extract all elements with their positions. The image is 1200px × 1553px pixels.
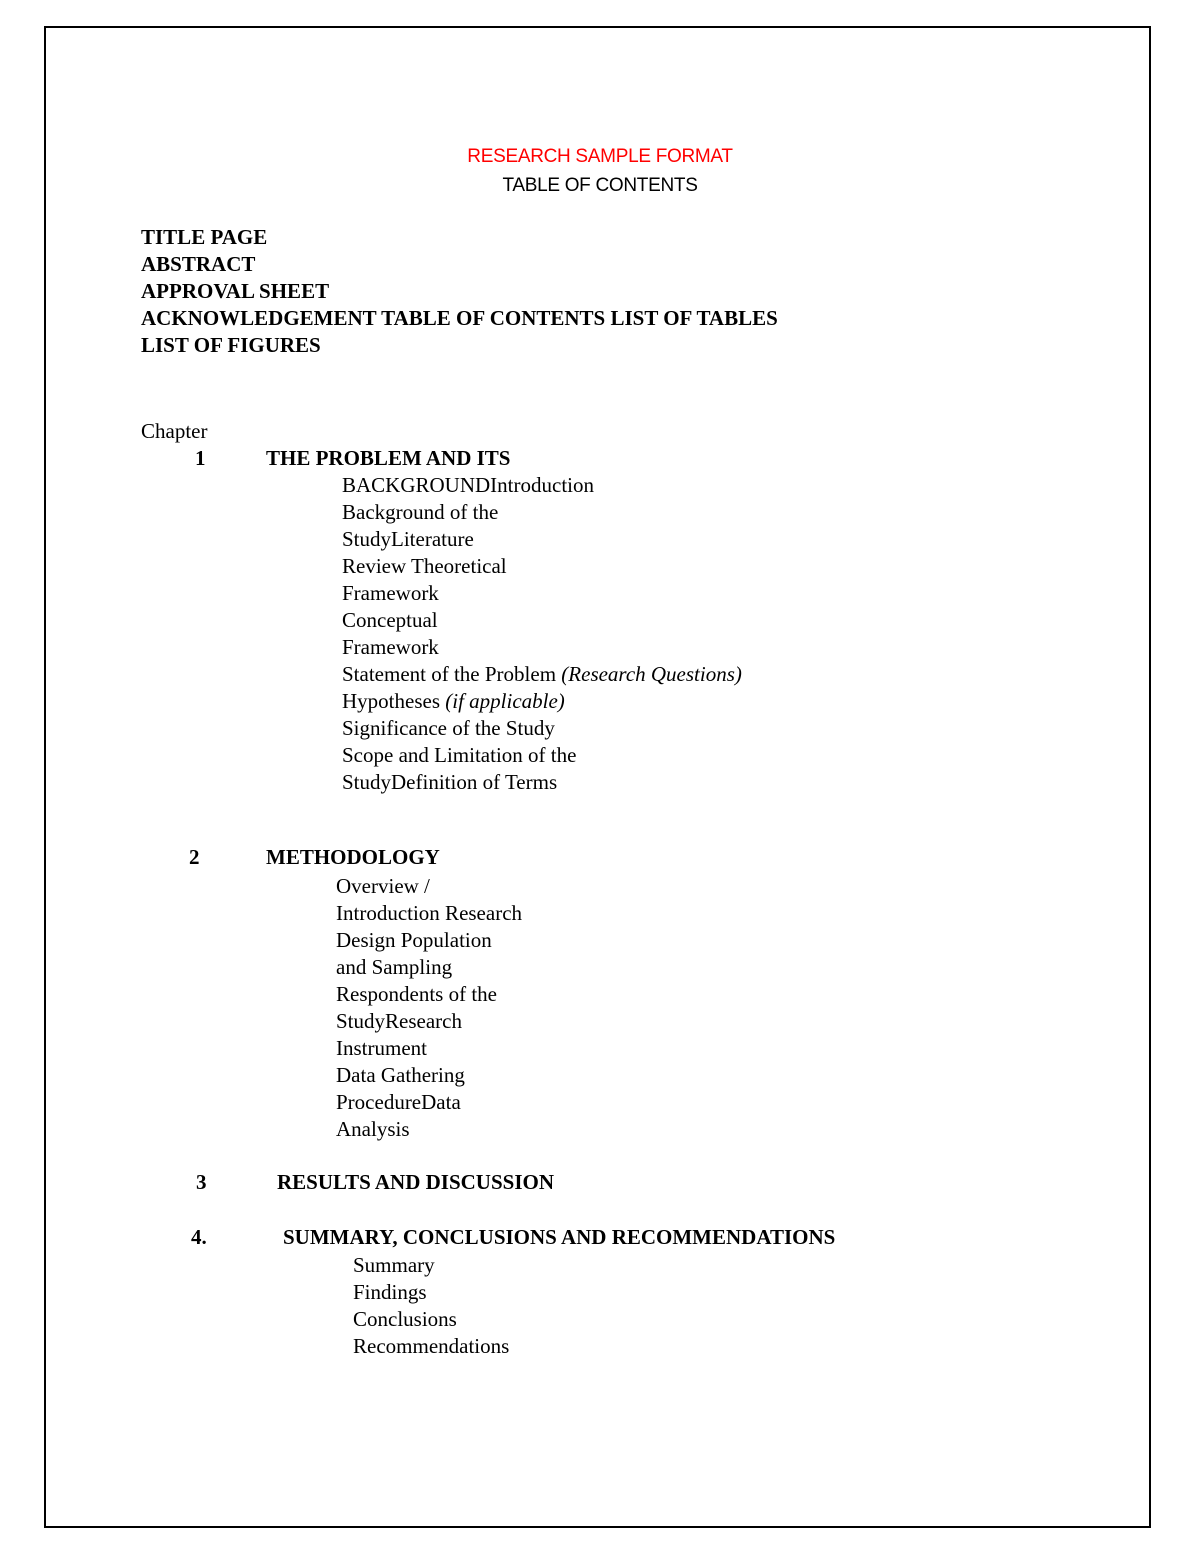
chapter-4-sections [353,1252,509,1360]
chapter-1-sections [342,472,742,796]
section-item: Conclusions [353,1307,457,1331]
chapter-2-sections [336,873,522,1143]
section-item-statement [342,661,742,688]
section-item-hypotheses [342,688,742,715]
section-item: Introduction Research [336,901,523,925]
document-subtitle: TABLE OF CONTENTS [502,175,698,196]
section-item-note: (if applicable) [445,689,565,713]
front-matter-item: ABSTRACT [141,252,256,276]
chapter-2-number: 2 [189,845,200,869]
section-item: Scope and Limitation of the [342,743,577,767]
chapter-4-title: SUMMARY, CONCLUSIONS AND RECOMMENDATIONS [283,1225,836,1249]
section-item: Instrument [336,1036,427,1060]
front-matter-item: ACKNOWLEDGEMENT TABLE OF CONTENTS LIST OF TABLES [141,306,778,330]
section-item: Review Theoretical [342,554,507,578]
section-item: Findings [353,1280,427,1304]
chapter-1-number: 1 [195,446,206,470]
section-item: BACKGROUNDIntroduction [342,473,594,497]
section-item-text: Hypotheses [342,689,440,713]
section-item: ProcedureData [336,1090,461,1114]
chapter-3-number: 3 [196,1170,207,1194]
front-matter-item: APPROVAL SHEET [141,279,330,303]
section-item: Design Population [336,928,492,952]
section-item: Overview / [336,874,430,898]
section-item: Data Gathering [336,1063,465,1087]
chapter-4-number: 4. [191,1225,207,1249]
section-item: StudyLiterature [342,527,474,551]
section-item-text: Statement of the Problem [342,662,557,686]
section-item: Significance of the Study [342,716,555,740]
chapter-label: Chapter [141,419,208,443]
section-item: and Sampling [336,955,453,979]
front-matter-item: TITLE PAGE [141,225,268,249]
section-item: Summary [353,1253,435,1277]
document-title: RESEARCH SAMPLE FORMAT [467,146,733,167]
chapter-3-title: RESULTS AND DISCUSSION [277,1170,554,1194]
section-item: Background of the [342,500,499,524]
section-item: Framework [342,581,439,605]
section-item: Respondents of the [336,982,497,1006]
section-item: Analysis [336,1117,410,1141]
section-item: StudyResearch [336,1009,462,1033]
section-item-note: (Research Questions) [561,662,742,686]
chapter-1-title: THE PROBLEM AND ITS [266,446,511,470]
section-item: Framework [342,635,439,659]
chapter-2-title: METHODOLOGY [266,845,440,869]
front-matter-item: LIST OF FIGURES [141,333,321,357]
front-matter-list [141,224,778,359]
section-item: Recommendations [353,1334,510,1358]
section-item: Conceptual [342,608,438,632]
section-item: StudyDefinition of Terms [342,770,558,794]
